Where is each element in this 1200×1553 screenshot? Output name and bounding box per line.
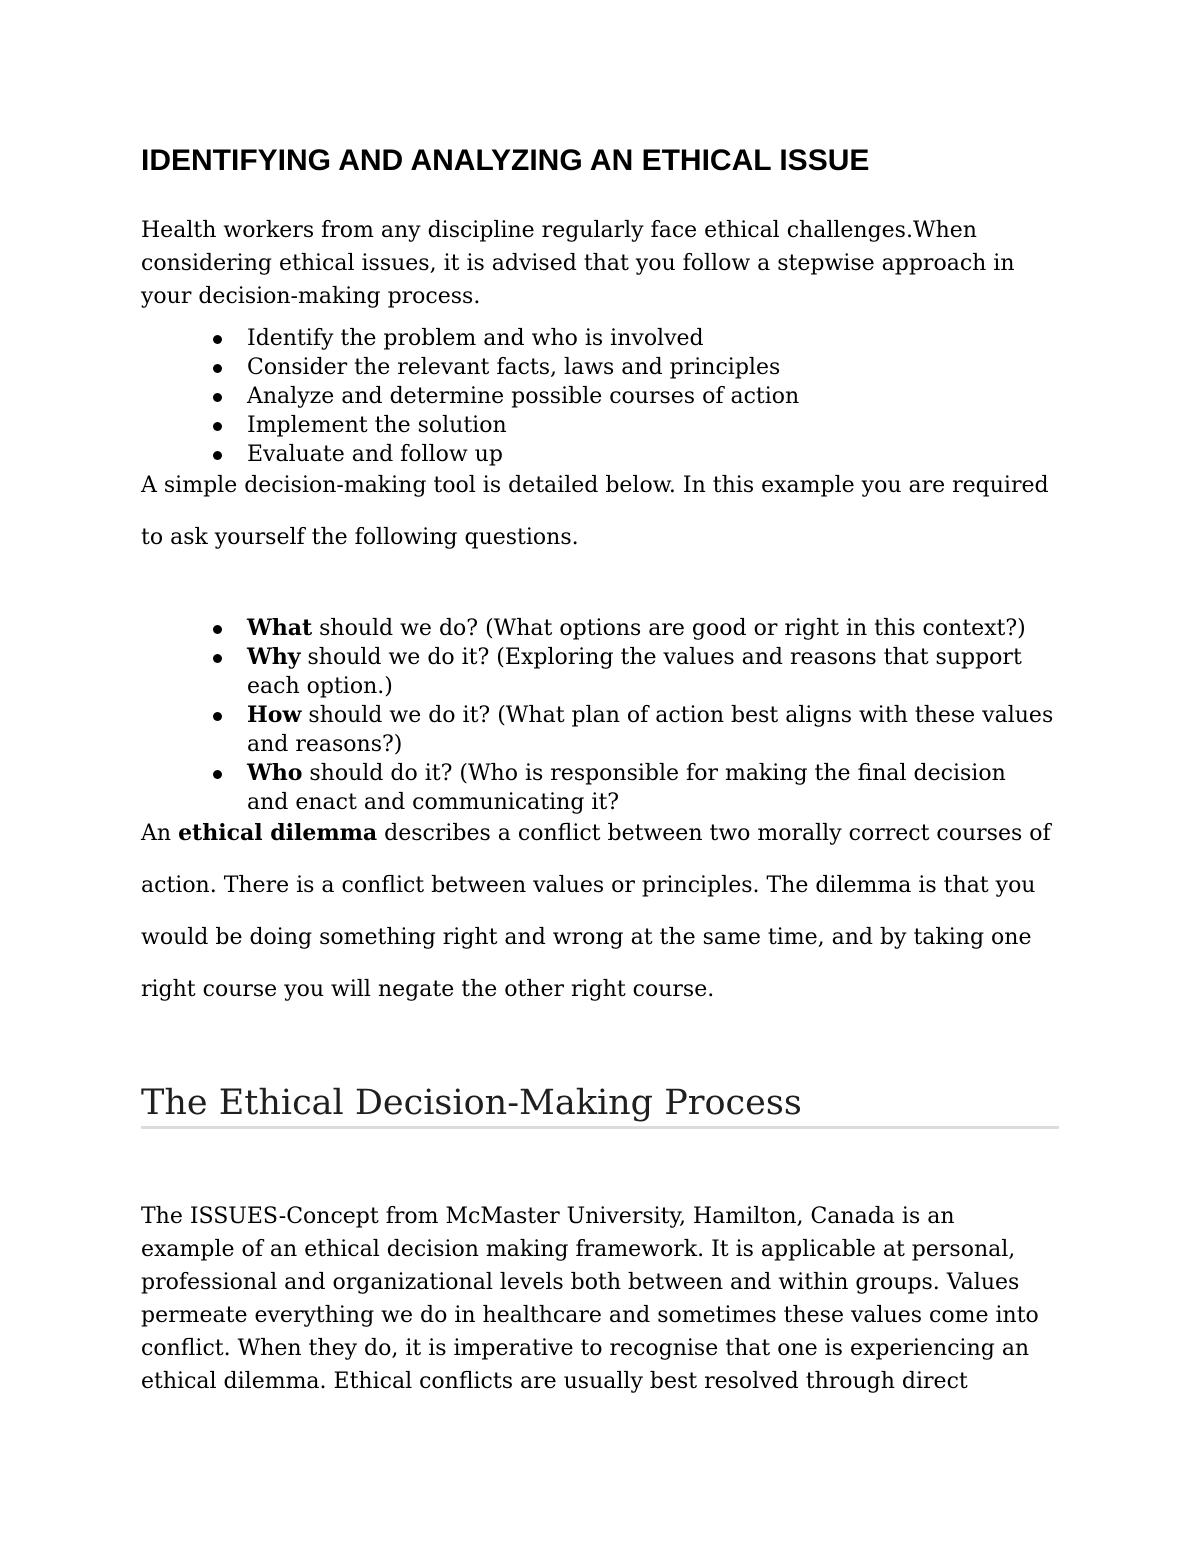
list-item: Implement the solution [209, 411, 1069, 440]
issues-line: conflict. When they do, it is imperative to recognise that one is experiencing an [141, 1336, 1030, 1361]
intro-line: considering ethical issues, it is advised that you follow a stepwise approach in [141, 251, 1015, 276]
dilemma-line: right course you will negate the other right course. [141, 977, 715, 1002]
issues-line: permeate everything we do in healthcare and sometimes these values come into [141, 1303, 1039, 1328]
dilemma-line: would be doing something right and wrong at the same time, and by taking one [141, 925, 1032, 950]
list-item: Analyze and determine possible courses of action [209, 382, 1069, 411]
bullet-icon [213, 393, 222, 402]
dilemma-line: An ethical dilemma describes a conflict between two morally correct courses of [141, 820, 1051, 846]
intro-line: your decision-making process. [141, 284, 481, 309]
bullet-icon [213, 451, 222, 460]
list-item: Evaluate and follow up [209, 440, 1069, 469]
bullet-icon [213, 335, 222, 344]
dilemma-paragraph [141, 807, 1061, 1016]
dilemma-line: action. There is a conflict between values or principles. The dilemma is that you [141, 873, 1036, 898]
issues-line: example of an ethical decision making framework. It is applicable at personal, [141, 1237, 1016, 1262]
document-title: IDENTIFYING AND ANALYZING AN ETHICAL ISSUE [141, 144, 870, 177]
list-item: Who should do it? (Who is responsible for making the final decision and enact and communicating it? [209, 759, 1069, 817]
list-item: What should we do? (What options are good or right in this context?) [209, 614, 1069, 643]
issues-line: The ISSUES-Concept from McMaster University, Hamilton, Canada is an [141, 1204, 955, 1229]
issues-paragraph [141, 1200, 1061, 1398]
bullet-icon [213, 770, 222, 779]
issues-line: ethical dilemma. Ethical conflicts are usually best resolved through direct [141, 1369, 968, 1394]
questions-list [209, 614, 1069, 817]
bullet-icon [213, 654, 222, 663]
tool-intro-line: A simple decision-making tool is detailed below. In this example you are required [141, 473, 1049, 498]
bullet-icon [213, 625, 222, 634]
tool-intro-paragraph [141, 460, 1061, 564]
intro-line: Health workers from any discipline regularly face ethical challenges.When [141, 218, 977, 243]
tool-intro-line: to ask yourself the following questions. [141, 525, 579, 550]
intro-paragraph [141, 214, 1061, 313]
section-heading: The Ethical Decision-Making Process [141, 1083, 802, 1123]
list-item: Identify the problem and who is involved [209, 324, 1069, 353]
issues-line: professional and organizational levels both between and within groups. Values [141, 1270, 1020, 1295]
steps-list [209, 324, 1069, 469]
bullet-icon [213, 364, 222, 373]
bullet-icon [213, 422, 222, 431]
list-item: How should we do it? (What plan of action best aligns with these values and reasons?) [209, 701, 1069, 759]
bullet-icon [213, 712, 222, 721]
list-item: Why should we do it? (Exploring the values and reasons that support each option.) [209, 643, 1069, 701]
list-item: Consider the relevant facts, laws and principles [209, 353, 1069, 382]
section-divider [141, 1126, 1059, 1129]
